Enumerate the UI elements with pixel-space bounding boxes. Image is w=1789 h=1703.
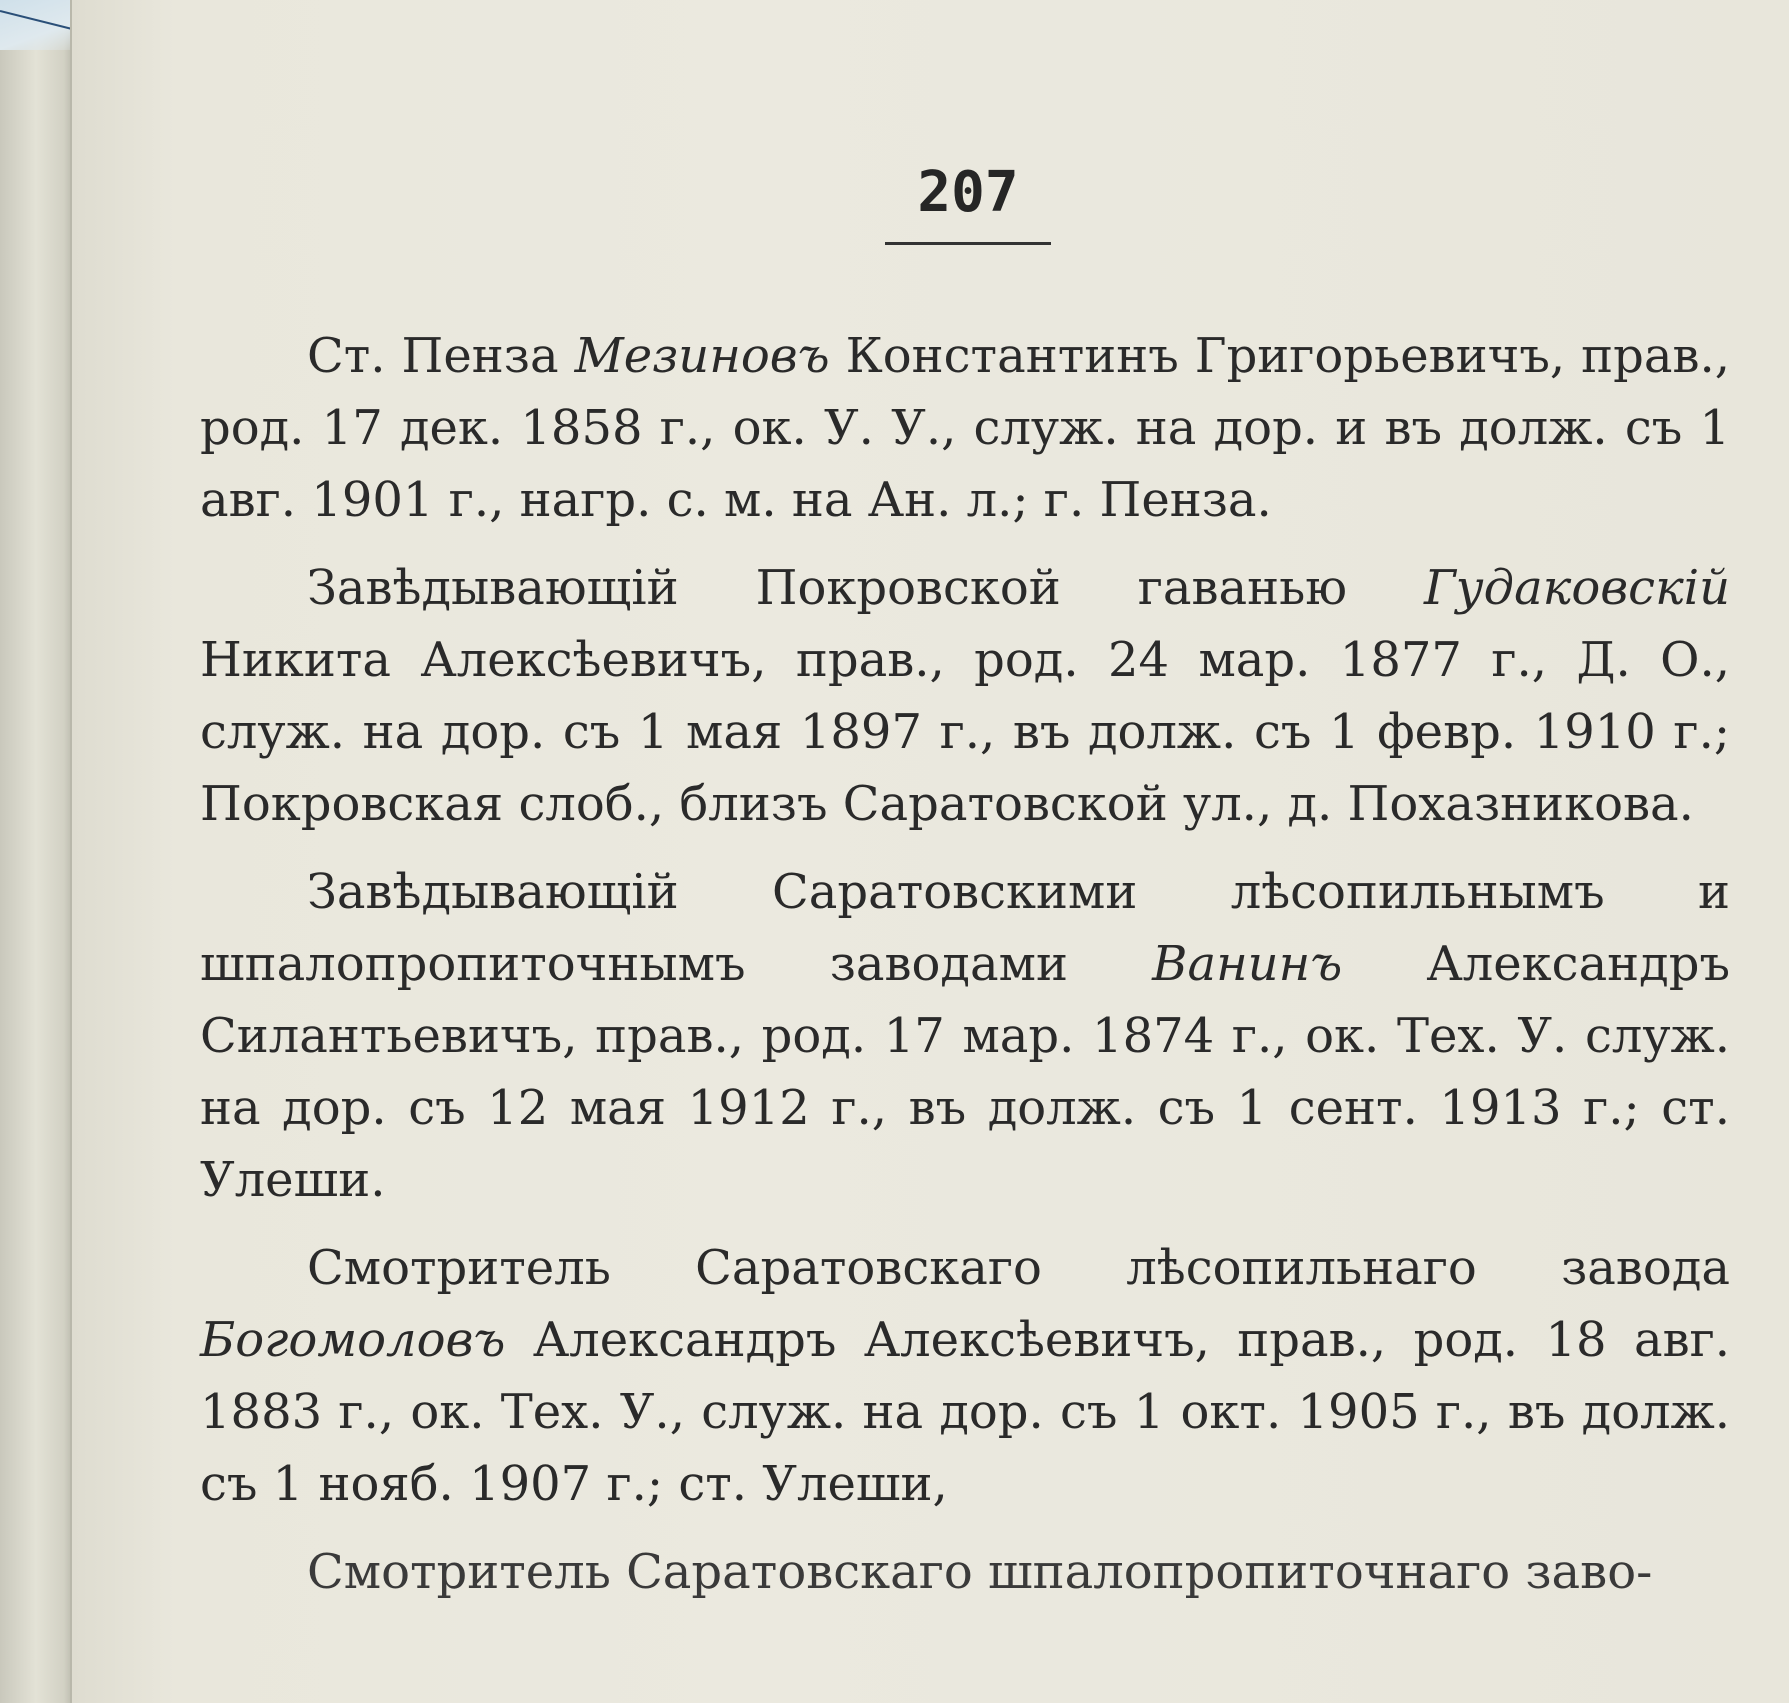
entry-vanin: [200, 856, 1730, 1216]
entry-mezinov: [200, 320, 1730, 536]
entry-details: Никита Алексѣевичъ, прав., род. 24 мар. 1877 г., Д. О., служ. на дор. съ 1 мая 1897 г., въ долж. съ 1 февр. 1910 г.; Покровская слоб., близъ Саратовской ул., д. Похазникова.: [200, 632, 1730, 832]
book-gutter: [0, 0, 80, 1703]
entry-gudakovsky: [200, 552, 1730, 840]
entry-lead: Смотритель Саратовскаго лѣсопильнаго завода: [307, 1240, 1730, 1296]
entry-bogomolov: [200, 1232, 1730, 1520]
page-number: 207: [917, 160, 1019, 225]
book-page: [70, 0, 1789, 1703]
page-number-rule: [885, 242, 1051, 245]
surname: Богомоловъ: [200, 1312, 506, 1368]
page-body: [200, 320, 1730, 1624]
entry-details: Константинъ Григорьевичъ, прав., род. 17 дек. 1858 г., ок. У. У., служ. на дор. и въ долж. съ 1 авг. 1901 г., нагр. с. м. на Ан. л.; г. Пенза.: [200, 328, 1731, 528]
entry-lead: Завѣдывающій Саратовскими лѣсопильнымъ и шпалопропиточнымъ заводами: [200, 864, 1730, 992]
entry-details: Александръ Алексѣевичъ, прав., род. 18 авг. 1883 г., ок. Тех. У., служ. на дор. съ 1 окт. 1905 г., въ долж. съ 1 нояб. 1907 г.; ст. Улеши,: [200, 1312, 1730, 1512]
surname: Гудаковскій: [1424, 560, 1730, 616]
surname: Мезиновъ: [574, 328, 830, 384]
surname: Ванинъ: [1152, 936, 1343, 992]
entry-cut-off: Смотритель Саратовскаго шпалопропиточнаго заво-: [307, 1544, 1653, 1600]
entry-lead: Завѣдывающій Покровской гаванью: [307, 560, 1425, 616]
entry-details: Александръ Силантьевичъ, прав., род. 17 мар. 1874 г., ок. Тех. У. служ. на дор. съ 12 мая 1912 г., въ долж. съ 1 сент. 1913 г.; ст. Улеши.: [200, 936, 1730, 1208]
entry-lead: Ст. Пенза: [307, 328, 575, 384]
